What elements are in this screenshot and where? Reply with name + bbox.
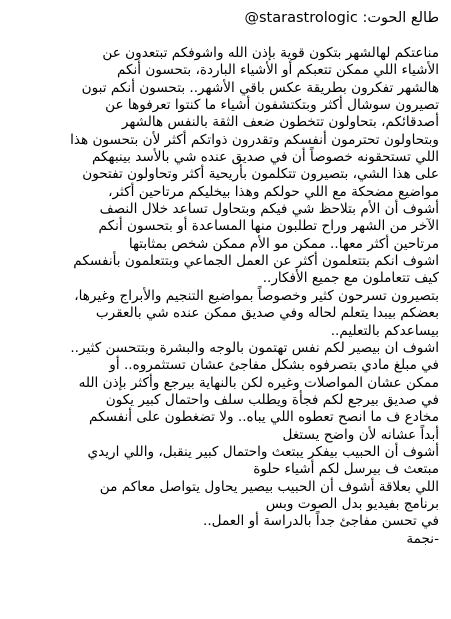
text-line: على هذا الشي، بتصيرون تتكلمون بأريحية أكثر وتحاولون تفتحون: [82, 166, 439, 183]
text-line: اللي تستحقونه خصوصاً أن في صديق عنده شي بالأسد بينبهكم: [92, 149, 439, 166]
text-line: وبتحاولون تحترمون أنفسكم وتقدرون ذواتكم أكثر لأن بتحسون هذا: [70, 131, 439, 148]
text-line: تصيرون سوشال أكثر وبتكتشفون أشياء ما كنتوا تعرفوها عن: [105, 97, 439, 114]
text-line: مواضيع مضحكة مع اللي حولكم وهذا بيخليكم مرتاحين أكثر،: [108, 183, 439, 200]
text-line: اشوف انكم بتتعلمون أكثر عن العمل الجماعي وبتتعلمون بأنفسكم: [73, 253, 439, 270]
text-line: اشوف ان بيصير لكم نفس تهتمون بالوجه والبشرة وبتتحسن كثير..: [70, 339, 439, 356]
text-line: في تحسن مفاجئ جداً بالدراسة أو العمل..: [203, 513, 439, 530]
account-handle: @starastrologic: [244, 10, 358, 26]
text-line: بيساعدكم بالتعليم..: [330, 322, 439, 339]
text-line: الآخر من الشهر وراح تطلبون منها المساعدة أو بتحسون أنكم: [98, 218, 439, 235]
text-line: مبتعث ف بيرسل لكم أشياء حلوة: [253, 461, 439, 478]
text-line: بتصيرون تسرحون كثير وخصوصاً بمواضيع التنجيم والأبراج وغيرها،: [74, 287, 439, 304]
text-line: ممكن عشان المواصلات وغيره لكن بالنهاية بيرجع وأكثر بإذن الله: [78, 374, 439, 391]
text-line: في صديق بيرجع لكم فجأة ويطلب سلف واحتمال كبير يكون: [105, 391, 439, 408]
text-line: مناعتكم لهالشهر بتكون قوية بإذن الله واشوفكم تبتعدون عن: [102, 45, 439, 61]
text-line: أشوف أن الأم بتلاحظ شي فيكم وبتحاول تساعد خلال النصف: [99, 201, 439, 218]
text-line: مرتاحين أكثر معها.. ممكن مو الأم ممكن شخص بمثابتها: [128, 235, 439, 252]
text-line: في مبلغ مادي بتصرفوه بشكل مفاجئ عشان تستثمروه.. أو: [109, 357, 439, 374]
text-line: أصدقائكم، بتحاولون تتخطون ضعف الثقة بالنفس هالشهر: [121, 114, 439, 131]
text-line: الأشياء اللي ممكن تتعبكم أو الأشياء الباردة، بتحسون أنكم: [116, 62, 439, 79]
text-line: مخادع ف ما انصح تعطوه اللي يباه.. ولا تضغطون على أنفسكم: [88, 409, 439, 426]
text-line: كيف تتعاملون مع جميع الأفكار..: [262, 270, 439, 287]
text-line: برنامج بفيديو بدل الصوت وبس: [265, 495, 439, 512]
header-title: طالع الحوت:: [362, 10, 439, 26]
text-line: -نجمة: [406, 530, 439, 547]
text-line: اللي بعلاقة أشوف أن الحبيب بيصير يحاول يتواصل معاكم من: [99, 478, 439, 495]
text-line: أشوف أن الحبيب بيفكر يبتعث واحتمال كبير ينقبل، واللي اريدي: [87, 443, 439, 460]
text-line: هالشهر تفكرون بطريقة عكس باقي الأشهر.. بتحسون أنكم تبون: [81, 79, 439, 96]
text-line: بعضكم بيبدا يتعلم لحاله وفي صديق ممكن عنده شي بالعقرب: [95, 305, 439, 322]
post-header: [12, 8, 439, 28]
horoscope-text: [12, 45, 439, 548]
text-line: أبداً عشانه لأن واضح يستغل: [282, 426, 439, 443]
